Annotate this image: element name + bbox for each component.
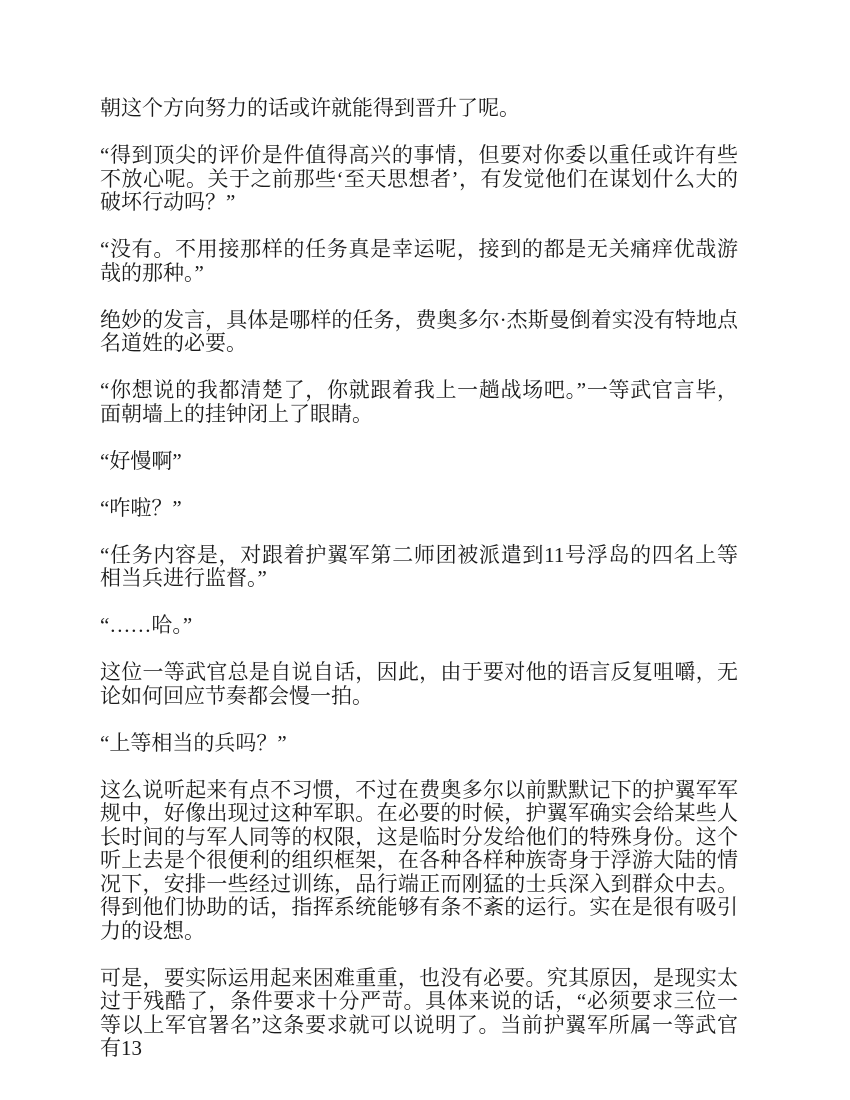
paragraph-dialogue: “好慢啊” <box>100 448 182 473</box>
paragraph-dialogue: “上等相当的兵吗？” <box>100 730 287 755</box>
paragraph: 绝妙的发言，具体是哪样的任务，费奥多尔·杰斯曼倒着实没有特地点名道姓的必要。 <box>100 307 738 355</box>
page-text <box>100 97 738 1061</box>
paragraph-dialogue: “任务内容是，对跟着护翼军第二师团被派遣到11号浮岛的四名上等相当兵进行监督。” <box>100 542 738 590</box>
paragraph-dialogue: “没有。不用接那样的任务真是幸运呢，接到的都是无关痛痒优哉游哉的那种。” <box>100 237 738 285</box>
paragraph: 这么说听起来有点不习惯，不过在费奥多尔以前默默记下的护翼军军规中，好像出现过这种军职。在必要的时候，护翼军确实会给某些人长时间的与军人同等的权限，这是临时分发给他们的特殊身份。这个听上去是个很便利的组织框架，在各种各样种族寄身于浮游大陆的情况下，安排一些经过训练，品行端正而刚猛的士兵深入到群众中去。得到他们协助的话，指挥系统能够有条不紊的运行。实在是很有吸引力的设想。 <box>100 777 738 943</box>
paragraph-dialogue: “得到顶尖的评价是件值得高兴的事情，但要对你委以重任或许有些不放心呢。关于之前那些‘至天思想者’，有发觉他们在谋划什么大的破坏行动吗？” <box>100 143 738 214</box>
paragraph-dialogue: “……哈。” <box>100 613 193 637</box>
paragraph: 可是，要实际运用起来困难重重，也没有必要。究其原因，是现实太过于残酷了，条件要求十分严苛。具体来说的话，“必须要求三位一等以上军官署名”这条要求就可以说明了。当前护翼军所属一等武官有13 <box>100 965 738 1060</box>
paragraph: 朝这个方向努力的话或许就能得到晋升了呢。 <box>100 96 520 120</box>
paragraph: 这位一等武官总是自说自话，因此，由于要对他的语言反复咀嚼，无论如何回应节奏都会慢一拍。 <box>100 660 738 708</box>
paragraph-dialogue: “咋啦？” <box>100 495 182 520</box>
paragraph-dialogue: “你想说的我都清楚了，你就跟着我上一趟战场吧。”一等武官言毕，面朝墙上的挂钟闭上了眼睛。 <box>100 378 738 426</box>
